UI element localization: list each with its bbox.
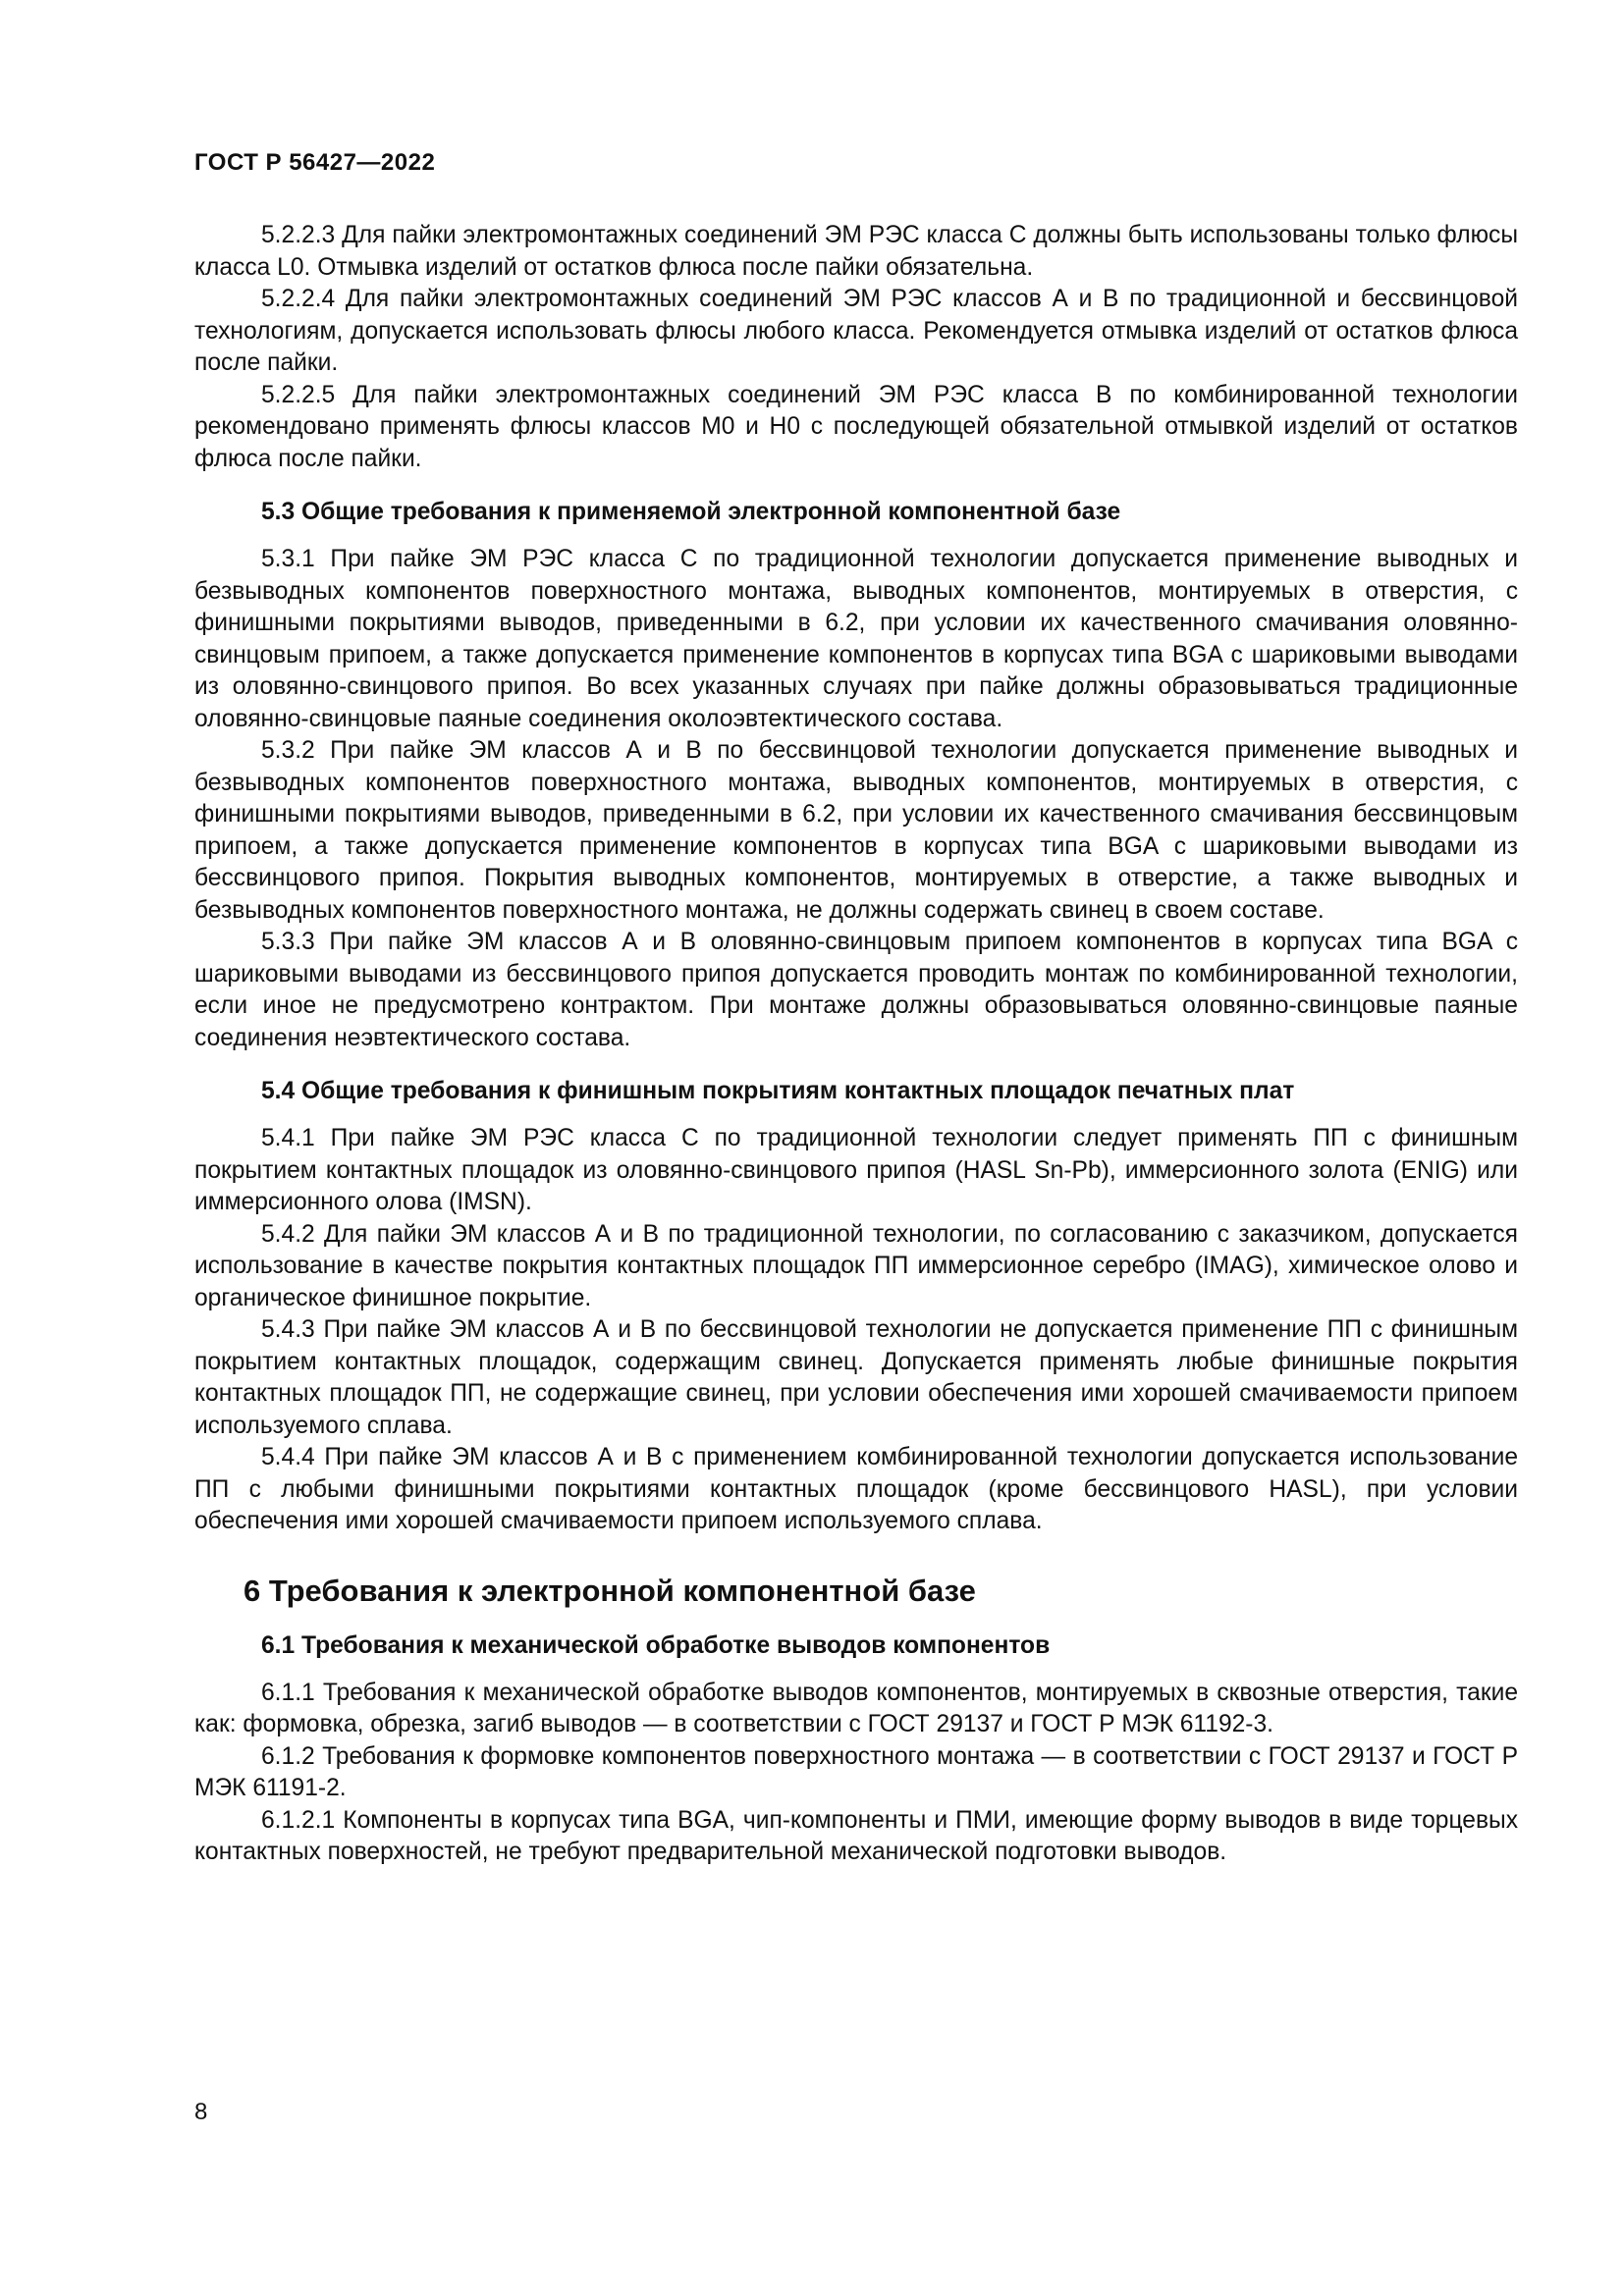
document-header: ГОСТ Р 56427—2022 xyxy=(194,149,436,176)
paragraph-6-1-1: 6.1.1 Требования к механической обработке выводов компонентов, монтируемых в сквозные отверстия, такие как: формовка, обрезка, загиб выводов — в соответствии с ГОСТ 29137 и ГОСТ Р МЭК 61192-3. xyxy=(194,1679,1518,1737)
paragraph-5-4-4: 5.4.4 При пайке ЭМ классов А и В с применением комбинированной технологии допускается использование ПП с любыми финишными покрытиями контактных площадок (кроме бессвинцового HASL), при условии обеспечения ими хорошей смачиваемости припоем используемого сплава. xyxy=(194,1444,1518,1534)
page-number: 8 xyxy=(194,2099,208,2125)
heading-5-4: 5.4 Общие требования к финишным покрытиям контактных площадок печатных плат xyxy=(261,1078,1295,1104)
paragraph-5-3-3: 5.3.3 При пайке ЭМ классов А и В оловянно-свинцовым припоем компонентов в корпусах типа BGA с шариковыми выводами из бессвинцового припоя допускается проводить монтаж по комбинированной технологии, если иное не предусмотрено контрактом. При монтаже должны образовываться оловянно-свинцовые паяные соединения неэвтектического состава. xyxy=(194,929,1518,1051)
paragraph-5-4-3: 5.4.3 При пайке ЭМ классов А и В по бессвинцовой технологии не допускается применение ПП с финишным покрытием контактных площадок, содержащим свинец. Допускается применять любые финишные покрытия контактных площадок ПП, не содержащие свинец, при условии обеспечения ими хорошей смачиваемости припоем используемого сплава. xyxy=(194,1316,1518,1439)
paragraph-5-2-2-5: 5.2.2.5 Для пайки электромонтажных соединений ЭМ РЭС класса В по комбинированной технологии рекомендовано применять флюсы классов М0 и Н0 с последующей обязательной отмывкой изделий от остатков флюса после пайки. xyxy=(194,381,1518,472)
paragraph-5-3-2: 5.3.2 При пайке ЭМ классов А и В по бессвинцовой технологии допускается применение выводных и безвыводных компонентов поверхностного монтажа, выводных компонентов, монтируемых в отверстия, с финишными покрытиями выводов, приведенными в 6.2, при условии их качественного смачивания бессвинцовым припоем, а также допускается применение компонентов в корпусах типа BGA с шариковыми выводами из бессвинцового припоя. Покрытия выводных компонентов, монтируемых в отверстие, а также выводных и безвыводных компонентов поверхностного монтажа, не должны содержать свинец в своем составе. xyxy=(194,737,1518,924)
paragraph-5-2-2-4: 5.2.2.4 Для пайки электромонтажных соединений ЭМ РЭС классов А и В по традиционной и бессвинцовой технологиям, допускается использовать флюсы любого класса. Рекомендуется отмывка изделий от остатков флюса после пайки. xyxy=(194,286,1518,376)
heading-section-6: 6 Требования к электронной компонентной базе xyxy=(244,1573,976,1608)
paragraph-5-4-1: 5.4.1 При пайке ЭМ РЭС класса С по традиционной технологии следует применять ПП с финишным покрытием контактных площадок из оловянно-свинцового припоя (HASL Sn-Pb), иммерсионного золота (ENIG) или иммерсионного олова (IMSN). xyxy=(194,1125,1518,1215)
paragraph-5-2-2-3: 5.2.2.3 Для пайки электромонтажных соединений ЭМ РЭС класса С должны быть использованы только флюсы класса L0. Отмывка изделий от остатков флюса после пайки обязательна. xyxy=(194,222,1518,281)
heading-5-3: 5.3 Общие требования к применяемой электронной компонентной базе xyxy=(261,499,1121,525)
paragraph-5-3-1: 5.3.1 При пайке ЭМ РЭС класса С по традиционной технологии допускается применение выводных и безвыводных компонентов поверхностного монтажа, выводных компонентов, монтируемых в отверстия, с финишными покрытиями выводов, приведенными в 6.2, при условии их качественного смачивания оловянно-свинцовым припоем, а также допускается применение компонентов в корпусах типа BGA с шариковыми выводами из оловянно-свинцового припоя. Во всех указанных случаях при пайке должны образовываться традиционные оловянно-свинцовые паяные соединения околоэвтектического состава. xyxy=(194,546,1518,732)
paragraph-6-1-2: 6.1.2 Требования к формовке компонентов поверхностного монтажа — в соответствии с ГОСТ 29137 и ГОСТ Р МЭК 61191-2. xyxy=(194,1742,1518,1801)
paragraph-6-1-2-1: 6.1.2.1 Компоненты в корпусах типа BGA, чип-компоненты и ПМИ, имеющие форму выводов в виде торцевых контактных поверхностей, не требуют предварительной механической подготовки выводов. xyxy=(194,1806,1518,1865)
document-body xyxy=(194,220,1518,1869)
paragraph-5-4-2: 5.4.2 Для пайки ЭМ классов А и В по традиционной технологии, по согласованию с заказчиком, допускается использование в качестве покрытия контактных площадок ПП иммерсионное серебро (IMAG), химическое олово и органическое финишное покрытие. xyxy=(194,1220,1518,1311)
heading-6-1: 6.1 Требования к механической обработке выводов компонентов xyxy=(261,1631,1051,1659)
